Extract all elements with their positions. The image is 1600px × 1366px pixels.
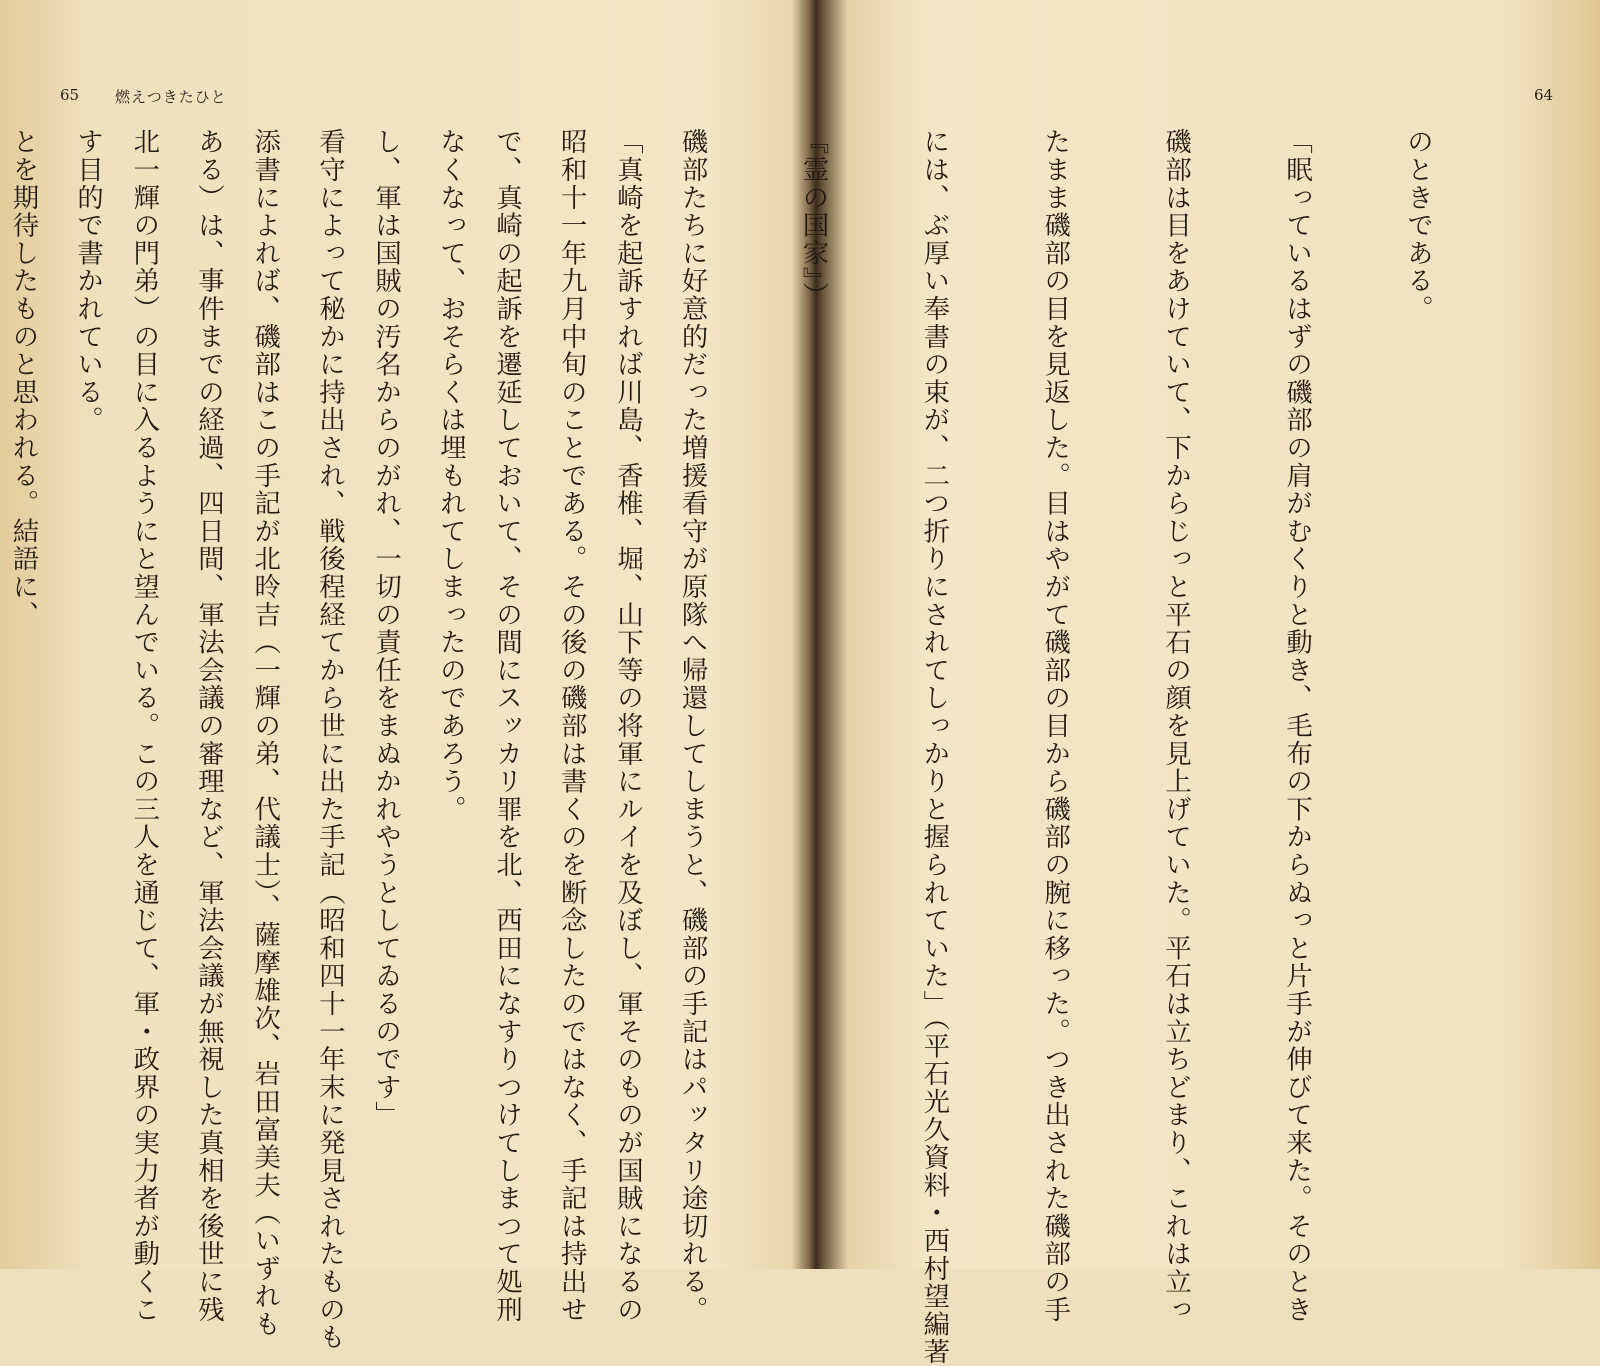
text-column: のときである。 xyxy=(1402,128,1434,323)
text-column: ある）は、事件までの経過、四日間、軍法会議の審理など、軍法会議が無視した真相を後世に残 xyxy=(193,128,225,1324)
text-column: なくなって、おそらくは埋もれてしまったのであろう。 xyxy=(435,128,467,823)
text-column: たまま磯部の目を見返した。目はやがて磯部の目から磯部の腕に移った。つき出された磯部の手 xyxy=(1039,128,1071,1324)
text-column: には、ぶ厚い奉書の束が、二つ折りにされてしっかりと握られていた」（平石光久資料・西村望編著 xyxy=(918,128,950,1366)
text-column: 磯部は目をあけていて、下からじっと平石の顔を見上げていた。平石は立ちどまり、これは立っ xyxy=(1160,128,1192,1324)
text-column: す目的で書かれている。 xyxy=(72,128,104,434)
text-column: 北一輝の門弟）の目に入るようにと望んでいる。この三人を通じて、軍・政界の実力者が動くこ xyxy=(128,128,160,1324)
text-column: 「眠っているはずの磯部の肩がむくりと動き、毛布の下からぬっと片手が伸びて来た。そのとき xyxy=(1281,128,1313,1324)
text-column: とを期待したものと思われる。結語に、 xyxy=(7,128,39,629)
text-column: で、真崎の起訴を遷延しておいて、その間にスッカリ罪を北、西田になすりつけてしまつて処刑 xyxy=(491,128,523,1324)
page-number: 64 xyxy=(1534,86,1554,104)
text-column: 添書によれば、磯部はこの手記が北昤吉（一輝の弟、代議士）、薩摩雄次、岩田富美夫（いずれも xyxy=(249,128,281,1338)
text-column: 昭和十一年九月中旬のことである。その後の磯部は書くのを断念したのではなく、手記は持出せ xyxy=(556,128,588,1324)
text-column: 磯部たちに好意的だった増援看守が原隊へ帰還してしまうと、磯部の手記はパッタリ途切れる。 xyxy=(677,128,709,1324)
text-column: 「真崎を起訴すれば川島、香椎、堀、山下等の将軍にルイを及ぼし、軍そのものが国賊になるの xyxy=(612,128,644,1324)
text-column: 『霊の国家』） xyxy=(797,128,829,310)
text-column: し、軍は国賊の汚名からのがれ、一切の責任をまぬかれやうとしてゐるのです」 xyxy=(370,128,402,1129)
page-number: 65 xyxy=(60,86,80,104)
running-title: 燃えつきたひと xyxy=(115,88,227,106)
text-column: 看守によって秘かに持出され、戦後程経てから世に出た手記（昭和四十一年末に発見されたものも xyxy=(314,128,346,1352)
